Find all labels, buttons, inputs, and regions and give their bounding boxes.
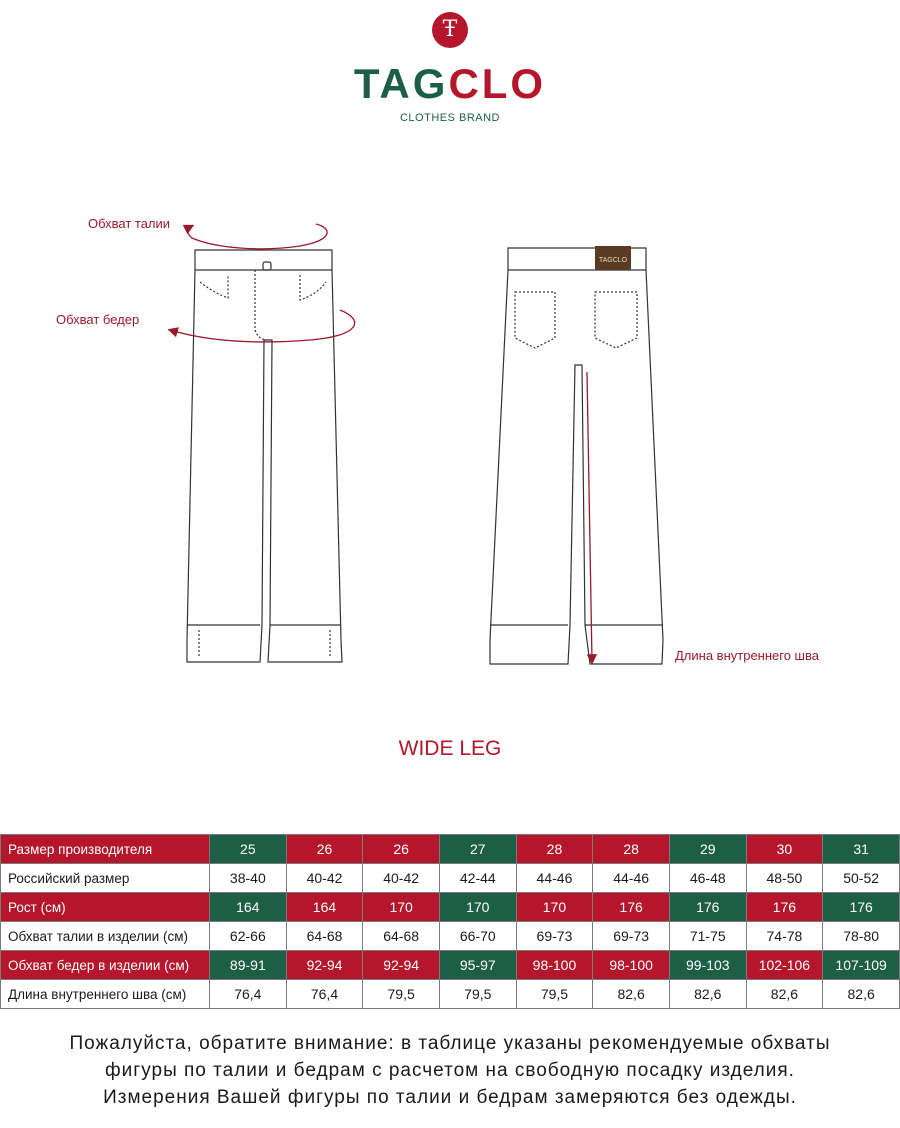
table-cell: 170 xyxy=(439,893,516,922)
table-cell: 170 xyxy=(363,893,440,922)
row-label: Российский размер xyxy=(1,864,210,893)
table-cell: 82,6 xyxy=(669,980,746,1009)
table-cell: 62-66 xyxy=(210,922,287,951)
size-table xyxy=(0,834,900,1009)
table-cell: 66-70 xyxy=(439,922,516,951)
table-cell: 26 xyxy=(286,835,363,864)
table-cell: 164 xyxy=(210,893,287,922)
waist-callout: Обхват талии xyxy=(88,216,171,231)
table-cell: 29 xyxy=(669,835,746,864)
table-cell: 64-68 xyxy=(286,922,363,951)
table-cell: 28 xyxy=(593,835,670,864)
table-cell: 64-68 xyxy=(363,922,440,951)
table-cell: 176 xyxy=(746,893,823,922)
table-row xyxy=(1,922,900,951)
inseam-arrow xyxy=(587,372,592,662)
table-cell: 176 xyxy=(669,893,746,922)
table-cell: 98-100 xyxy=(593,951,670,980)
hips-arrow xyxy=(170,310,355,342)
table-cell: 40-42 xyxy=(363,864,440,893)
table-cell: 164 xyxy=(286,893,363,922)
note-line-3: Измерения Вашей фигуры по талии и бедрам замеряются без одежды. xyxy=(103,1087,797,1108)
table-cell: 40-42 xyxy=(286,864,363,893)
table-cell: 46-48 xyxy=(669,864,746,893)
table-row xyxy=(1,980,900,1009)
table-cell: 92-94 xyxy=(363,951,440,980)
brand-name-part1: TAG xyxy=(353,60,449,107)
brand-logo-mark: Ŧ xyxy=(432,12,468,48)
brand-name-part2: CLO xyxy=(448,60,547,107)
table-cell: 26 xyxy=(363,835,440,864)
table-cell: 102-106 xyxy=(746,951,823,980)
table-cell: 48-50 xyxy=(746,864,823,893)
inseam-callout: Длина внутреннего шва xyxy=(675,648,819,663)
table-cell: 176 xyxy=(593,893,670,922)
table-cell: 38-40 xyxy=(210,864,287,893)
table-cell: 89-91 xyxy=(210,951,287,980)
table-cell: 74-78 xyxy=(746,922,823,951)
table-cell: 79,5 xyxy=(363,980,440,1009)
table-cell: 44-46 xyxy=(593,864,670,893)
table-row xyxy=(1,951,900,980)
size-table-body xyxy=(1,835,900,1009)
table-cell: 69-73 xyxy=(516,922,593,951)
waist-arrow xyxy=(188,224,327,249)
back-view-jeans xyxy=(490,248,663,664)
table-cell: 79,5 xyxy=(439,980,516,1009)
table-cell: 69-73 xyxy=(593,922,670,951)
table-cell: 99-103 xyxy=(669,951,746,980)
row-label: Длина внутреннего шва (см) xyxy=(1,980,210,1009)
table-cell: 95-97 xyxy=(439,951,516,980)
table-cell: 76,4 xyxy=(286,980,363,1009)
table-cell: 82,6 xyxy=(593,980,670,1009)
table-row xyxy=(1,835,900,864)
table-cell: 82,6 xyxy=(823,980,900,1009)
row-label: Обхват талии в изделии (см) xyxy=(1,922,210,951)
note-line-1: Пожалуйста, обратите внимание: в таблице указаны рекомендуемые обхваты xyxy=(69,1033,831,1054)
table-cell: 50-52 xyxy=(823,864,900,893)
table-cell: 82,6 xyxy=(746,980,823,1009)
table-cell: 44-46 xyxy=(516,864,593,893)
table-cell: 78-80 xyxy=(823,922,900,951)
jeans-illustration xyxy=(0,150,900,710)
measurement-note xyxy=(0,1030,900,1111)
row-label: Размер производителя xyxy=(1,835,210,864)
table-cell: 79,5 xyxy=(516,980,593,1009)
table-row xyxy=(1,893,900,922)
table-cell: 107-109 xyxy=(823,951,900,980)
table-cell: 76,4 xyxy=(210,980,287,1009)
patch-text: TAGCLO xyxy=(598,257,628,264)
table-cell: 25 xyxy=(210,835,287,864)
brand-name xyxy=(0,60,900,108)
front-view-jeans xyxy=(187,250,342,662)
table-cell: 31 xyxy=(823,835,900,864)
note-line-2: фигуры по талии и бедрам с расчетом на свободную посадку изделия. xyxy=(105,1060,795,1081)
measurement-arrows xyxy=(170,224,592,662)
table-cell: 170 xyxy=(516,893,593,922)
table-cell: 176 xyxy=(823,893,900,922)
table-row xyxy=(1,864,900,893)
table-cell: 98-100 xyxy=(516,951,593,980)
hips-callout: Обхват бедер xyxy=(56,312,140,327)
table-cell: 28 xyxy=(516,835,593,864)
table-cell: 42-44 xyxy=(439,864,516,893)
style-name: WIDE LEG xyxy=(398,737,502,760)
table-cell: 27 xyxy=(439,835,516,864)
table-cell: 30 xyxy=(746,835,823,864)
row-label: Рост (см) xyxy=(1,893,210,922)
table-cell: 71-75 xyxy=(669,922,746,951)
brand-tagline: CLOTHES BRAND xyxy=(399,112,501,124)
table-cell: 92-94 xyxy=(286,951,363,980)
row-label: Обхват бедер в изделии (см) xyxy=(1,951,210,980)
